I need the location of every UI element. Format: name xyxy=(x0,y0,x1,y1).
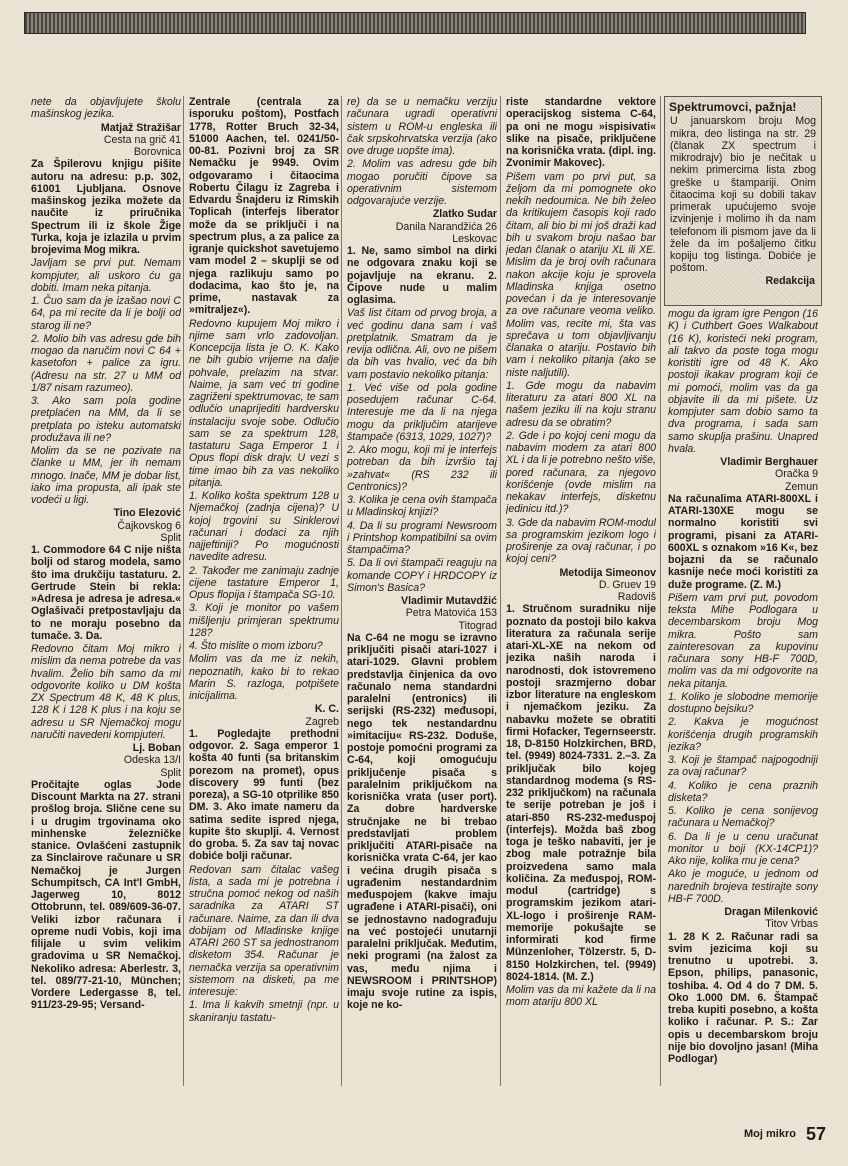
signature-address: Čajkovskog 6 xyxy=(117,519,181,532)
notice-box xyxy=(664,96,822,306)
letter-question: 1. Ima li kakvih smetnji (npr. u skaniranju tastatu- xyxy=(189,999,339,1024)
letter-text: Redovan sam čitalac vašeg lista, a sada mi je potrebna i stručna pomoć nekog od naših saradnika za ATARI ST računare. Naime, za dan ili dva dobijam od Mladinske knjige ATARI 260 ST sa jednostranom disketom 354. Računar je nemačka verzija sa operativnim sistemom na disketi, pa me interesuje: xyxy=(189,863,339,998)
column-4 xyxy=(506,96,656,1096)
header-stripe xyxy=(24,12,806,34)
letter-question: 3. Koji je štampač najpogodniji za ovaj računar? xyxy=(668,754,818,779)
letter-question: 2. Ako mogu, koji mi je interfejs potreban da bih izvršio taj »zahvat« (RS 232 ili Centronics)? xyxy=(347,444,497,493)
column-rule xyxy=(341,96,342,1086)
answer-text: Na računalima ATARI-800XL i ATARI-130XE mogu se normalno koristiti svi programi, pisani za ATARI-600XL s oznakom »16 K«, bez bojazni da se računalo kasnije neće moći koristiti za duže programe. (Z. M.) xyxy=(668,492,818,591)
column-rule xyxy=(660,96,661,1086)
column-2 xyxy=(189,96,339,1096)
notice-title: Spektrumovci, pažnja! xyxy=(669,100,797,114)
letter-question: 1. Gde mogu da nabavim literaturu za atari 800 XL na našem jeziku ili na koju stranu adresu da se obratim? xyxy=(506,379,656,429)
answer-text: Za Špilerovu knjigu pišite autoru na adresu: p.p. 302, 61001 Ljubljana. Osnove mašinskog jezika možete da naučite iz priručnika Spectrum ili iz škole Žige Turka, koja je izlazila u prvim brojevima Mog mikra. xyxy=(31,158,181,256)
letter-question: 3. Ako sam pola godine pretplaćen na MM, da li se pretplata po isteku automatski produžava ili ne? xyxy=(31,395,181,444)
letter-question: 4. Da li su programi Newsroom i Printshop kompatibilni sa ovim štampačima? xyxy=(347,519,497,556)
signature-city: Zagreb xyxy=(305,715,339,728)
page-number: 57 xyxy=(806,1124,827,1144)
letter-question: 1. Koliko je slobodne memorije dostupno bejsiku? xyxy=(668,690,818,715)
letter-text: nete da objavljujete školu mašinskog jezika. xyxy=(31,96,181,121)
letter-text: Molim da se ne pozivate na članke u MM, jer ih nemam mnogo. Inače, MM je dobar list, iako ima propusta, ali ipak ste vodeći u ligi. xyxy=(31,445,181,506)
letter-question: 4. Što mislite o mom izboru? xyxy=(189,640,323,652)
answer-text: 1. Pogledajte prethodni odgovor. 2. Saga emperor 1 košta 40 funti (sa britanskim porezom na promet), opus discovery 99 funti (bez poreza), a SG-10 otprilike 850 DM. 3. Ako imate nameru da satima sedite ispred njega, kupite što skuplji. 4. Vernost do groba. 5. Za sav taj novac dobiće bolji računar. xyxy=(189,727,339,863)
answer-text: Na C-64 ne mogu se izravno priključiti pisači atari-1027 i atari-1029. Glavni problem predstavlja činjenica da ovo računalo nema standardni paralelni (entronics) ili serijski (RS-232) međusopi, nego tek nestandardnu »imitaciju« RS-232. Doduše, postoje pomoćni programi za C-64, koji omogućuju priključenje pisača s paralelnim priključkom na korisnička vrata (user port). Za dobre hardverske stručnjake ne bi trebao predstavljati problem priključiti ATARI-pisače na korisnička vrata C-64, jer kao i većina drugih pisača s ugrađenim nestandardnim međuspojem (kakve imaju ugrađene i ATARI-pisači), oni se jednostavno nadograđuju na već postojeći unutarnji paralelni priključak. Međutim, neki programi (na žalost za vas, među njima i NEWSROOM i PRINTSHOP) imaju svoje rutine za ispis, koje ne ko- xyxy=(347,631,497,1012)
letter-question: 2. Također me zanimaju zadnje cijene tastature Emperor 1, Opus flopija i štampača SG-10. xyxy=(189,564,339,601)
signature-address: D. Gruev 19 xyxy=(598,578,656,591)
letter-text: Molim vas da mi kažete da li na mom atariju 800 XL xyxy=(506,984,656,1009)
column-1 xyxy=(31,96,181,1096)
signature-city: Zemun xyxy=(785,480,818,493)
signature-name: Metodija Simeonov xyxy=(559,566,656,579)
signature-city: Titograd xyxy=(458,619,497,632)
signature-name: Matjaž Stražišar xyxy=(100,121,181,134)
letter-text: Redovno čitam Moj mikro i mislim da nema potrebe da vas hvalim. Želio bih samo da mi odgovorite koliko u DM košta ZX Spectrum 48 K, 48 K plus, 128 K i 128 K plus i na koju se adresu u SR Njemačkoj mogu naručiti navedeni kompjuteri. xyxy=(31,643,181,741)
signature-address: Oračka 9 xyxy=(775,468,818,481)
answer-text: Zentrale (centrala za isporuku poštom), Postfach 1778, Rotter Bruch 32-34, 51000 Aachen, tel. 0241/50-00-81. Pozivni broj za SR Nemačku je 9949. Ovim odgovaramo i čitaocima Robertu Čilagu iz Zagreba i Edvardu Šnajderu iz Rimskih Toplicah (interfejs liberator može da se priključi i na spectrum plus, a za palice za igranje quickshot savetujemo vam model 2 – skuplji se od njega razlikuju samo po dodacima, kao što je, na prime, nastavak za »mitraljez«). xyxy=(189,96,339,317)
signature-address: Petra Matovića 153 xyxy=(405,607,497,620)
signature-city: Borovnica xyxy=(133,146,181,158)
letter-question: 2. Kakva je mogućnost korišćenja drugih programskih jezika? xyxy=(668,716,818,753)
letter-text: Molim vas da me iz nekih, nepoznatih, kako bi to rekao Marin S. razloga, potpišete inicijalima. xyxy=(189,653,339,702)
letter-question: 6. Da li je u cenu uračunat monitor u boji (KX-14CP1)? Ako nije, kolika mu je cena? xyxy=(668,830,818,867)
letter-question: 1. Već više od pola godine posedujem računar C-64. Interesuje me da li na njega mogu da priključim atarijeve štampače (6313, 1029, 1027)? xyxy=(347,381,497,443)
signature-name: Dragan Milenković xyxy=(724,906,818,918)
answer-text: 1. Commodore 64 C nije ništa bolji od starog modela, samo što ima drukčiju tastaturu. 2. Gertrude Stein bi rekla: »Adresa je adresa je adresa.« Oglašivači pretpostavljaju da to ne moraju posebno da tumače. 3. Da. xyxy=(31,544,181,642)
column-rule xyxy=(500,96,501,1086)
letter-question: 2. Molio bih vas adresu gde bih mogao da naručim novi C 64 + kasetofon + palice za igru. (Adresu na str. 27 u MM od 1/87 nisam razumeo). xyxy=(31,332,181,394)
letter-text: Pišem vam prvi put, povodom teksta Mihe Podlogara u decembarskom broju Mog mikra. Pošto sam zainteresovan za kupovinu računara sony HB-F 700D, molim vas da mi odgovorite na neka pitanja. xyxy=(668,591,818,690)
signature-city: Titov Vrbas xyxy=(765,918,818,931)
signature-name: Vladimir Mutavdžić xyxy=(401,595,497,607)
signature-name: Zlatko Sudar xyxy=(432,208,497,221)
letter-question: 2. Molim vas adresu gde bih mogao poručiti čipove sa operativnim sistemom odgovarajuće verzije. xyxy=(347,158,497,207)
letter-text: Pišem vam po prvi put, sa željom da mi pomognete oko nekih nedoumica. Ne bih želeo da kritikujem časopis koji rado čitam, ali bio bi mi još draži kad bih u svakom broju našao bar jedan članak o atariju XL ili XE. Mislim da je broj ovih računara nakon akcije koju je sprovela Mladinska knjiga osetno povećan i da je interesovanje za ove računare veoma veliko. Molim vas, recite mi, šta vas sprečava u tom objavljivanju članaka o atariju. Postavio bih vam i nekoliko pitanja (ako se niste naljutili). xyxy=(506,170,656,379)
letter-question: 3. Kolika je cena ovih štampača u Mladinskoj knjizi? xyxy=(347,494,497,519)
signature-city: Radoviš xyxy=(617,591,656,603)
signature-city: Split xyxy=(160,531,181,544)
signature-city: Leskovac xyxy=(452,232,497,245)
letter-text: Ako je moguće, u jednom od narednih brojeva testirajte sony HB-F 700D. xyxy=(668,868,818,905)
signature-city: Split xyxy=(160,766,181,779)
answer-text: Pročitajte oglas Jode Discount Markta na 27. strani prošlog broja. Slične cene su i u drugim trgovinama oko minhenske železničke stanice. Ovlašćeni zastupnik za Sinclairove računare u SR Nemačkoj je Jurgen Schumpitsch, CA Int'l GmbH, Jagerweg 10, 8012 Ottobrunn, tel. 089/609-36-07. Veliki izbor računara i opreme nudi Vobis, koji ima filijale u svim velikim gradovima u SR Nemačkoj. Nekoliko adresa: Aberlestr. 3, tel. 089/77-21-10, München; Vordere Ledergasse 8, tel. 911/23-29-95; Versand- xyxy=(31,778,181,1012)
signature-name: Vladimir Berghauer xyxy=(720,456,818,468)
answer-text: 1. Stručnom suradniku nije poznato da postoji bilo kakva literatura za računala serije atari-XL-XE na nekom od jezika naših naroda i narodnosti, dok istovremeno postoji srazmjerno dobar izbor literature na engleskom i njemačkom jeziku. Za nabavku možete se obratiti firmi Hofacker, Tegernseerstr. 18, D-8150 Holzkirchen, BRD, tel. (9949) 8024-7331. 2.–3. Za priključak bilo kojeg standardnog modema (s RS-232 priključkom) na računala te serije potreban je još i atari-850 RS-232-međuspoj (interfejs). Možda baš zbog toga je teško nabaviti, jer je zbog male potražnje bila proizvedena samo mala količina. Za međuspoj, ROM-modul (cartridge) s programskim jezikom atari-XL-logo i proširenje RAM-memorije pokušajte se informirati kod firme Münzenloher, Tölzerstr. 5, D-8150 Holzkirchen, tel. (9949) 8024-1814. (M. Z.) xyxy=(506,603,656,983)
answer-text: 1. 28 K 2. Računar radi sa svim jezicima koji su trenutno u upotrebi. 3. Epson, philips, panasonic, toshiba. 4. Od 4 do 7 DM. 5. Oko 1.000 DM. 6. Štampač treba kupiti posebno, a koštа koliko i računar. P. S.: Zar opis u decembarskom broju nije bio dovoljno jasan! (Miha Podlogar) xyxy=(668,930,818,1065)
letter-question: 5. Da li ovi štampači reaguju na komande COPY i HRDCOPY iz Simon's Basica? xyxy=(347,557,497,594)
letter-text: re) da se u nemačku verziju računara ugradi operativni sistem u ROM-u engleska ili čak srpskohrvatska verzija (ako ove druge uopšte ima). xyxy=(347,96,497,157)
answer-text: 1. Ne, samo simbol na dirki ne odgovara znaku koji se pojavljuje na ekranu. 2. Čipove nude u malim oglasima. xyxy=(347,245,497,306)
letter-text: mogu da igram igre Pengon (16 K) i Cuthbert Goes Walkabout (16 K), koristeći neki program, ali takvo da poste toga mogu koristiti igre od 48 K. Ako postoji ikakav program koji će mi pomoći, molim vas da ga objavite ili da mi pišete. Uz kompjuter sam dobio samo ta dva programa, i sada sam samo skuplja prašinu. Unapred hvala. xyxy=(668,308,818,455)
signature-name: Lj. Boban xyxy=(132,742,181,754)
letter-text: Redovno kupujem Moj mikro i njime sam vrlo zadovoljan. Koncepcija lista je O. K. Kako ne bih gubio vrijeme na dalje pohvale, prelazim na stvar. Naime, ja sam već tri godine zagriženi spektrumovac, te sam odlučio unaprijediti hardversku instalaciju svoje sobe. Odlučio sam se za spektrum 128, tastaturu Saga Emperor 1 i Opus flopi disk drajv. U vezi s time imao bih za vas nekoliko pitanja. xyxy=(189,317,339,489)
letter-text: Javljam se prvi put. Nemam kompjuter, ali uskoro ću ga dobiti. Imam neka pitanja. xyxy=(31,257,181,294)
notice-signature: Redakcija xyxy=(765,274,815,287)
column-5 xyxy=(668,308,818,1088)
answer-text: riste standardne vektore operacijskog sistema C-64, pa oni ne mogu »ispisivati« slike na pisače, priključene na korisnička vrata. (dipl. ing. Zvonimir Makovec). xyxy=(506,96,656,170)
signature-address: Cesta na grič 41 xyxy=(103,133,181,146)
letter-question: 5. Koliko je cena sonijevog računara u Nemačkoj? xyxy=(668,805,818,830)
letter-question: 4. Koliko je cena praznih disketa? xyxy=(668,779,818,804)
letter-text: Vaš list čitam od prvog broja, a već godinu dana sam i vaš pretplatnik. Smatram da je revija odlična. Ali, ovo ne pišem da bih vas hvalio, već da bih vam postavio nekoliko pitanja: xyxy=(347,307,497,381)
signature-name: K. C. xyxy=(314,703,339,716)
letter-question: 3. Koji je monitor po vašem mišljenju primjeran spektrumu 128? xyxy=(189,602,339,639)
magazine-name: Moj mikro xyxy=(744,1128,796,1140)
signature-address: Danila Narandžića 26 xyxy=(395,220,497,233)
letter-question: 1. Čuo sam da je izašao novi C 64, pa mi recite da li je bolji od starog ili ne? xyxy=(31,295,181,332)
letter-question: 3. Gde da nabavim ROM-modul sa programskim jezikom logo i proširenje za ovaj računar, i po kojoj ceni? xyxy=(506,516,656,566)
column-3 xyxy=(347,96,497,1096)
signature-address: Odeska 13/I xyxy=(123,754,181,767)
notice-body: U januarskom broju Mog mikra, deo listinga na str. 29 (članak ZX spectrum i mikrodrajv) bio je nečitak u nekim primercima lista zbog greške u štampariji. Onim čitaocima koji su dobili takav primerak upućujemo svoje izvinjenje i molimo ih da nam telefonom ili pismom jave da li žele da im pošaljemo čitku kopiju tog listinga. Dobiće je poštom. xyxy=(670,115,816,275)
letter-question: 2. Gde i po kojoj ceni mogu da nabavim modem za atari 800 XL i da li je potrebno nešto više, pored računara, za njegovo korišćenje (ovde mislim na nekakav interfejs, disketnu jedinicu itd.)? xyxy=(506,429,656,516)
column-rule xyxy=(183,96,184,1086)
signature-name: Tino Elezović xyxy=(113,507,181,520)
letter-question: 1. Koliko košta spektrum 128 u Njemačkoj (zadnja cijena)? U kojoj trgovini su Sinklerovi računari i dodaci za njih najjeftiniji? Po mogućnosti navedite adresu. xyxy=(189,490,339,564)
